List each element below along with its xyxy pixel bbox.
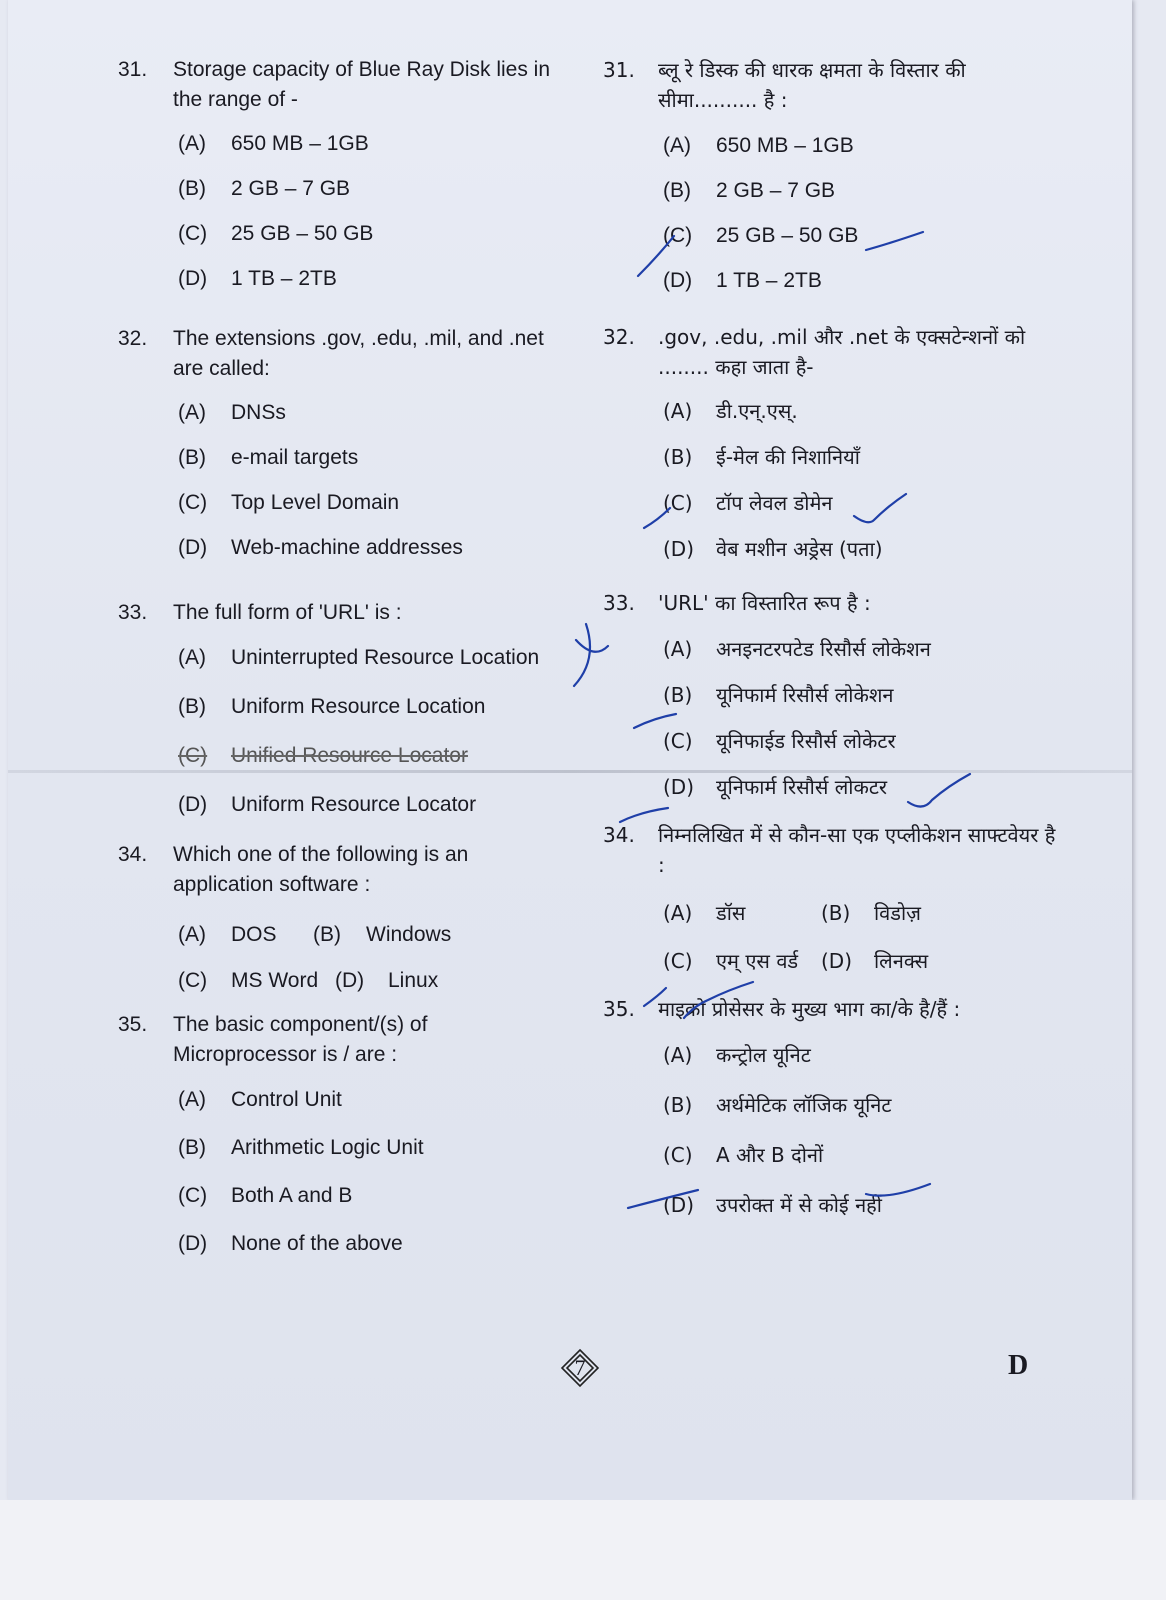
option-b: [603, 680, 1063, 710]
question-35-en: [118, 1010, 568, 1070]
scan-background: [0, 1500, 1166, 1600]
option-c: [603, 726, 1063, 756]
option-label: (D): [821, 949, 853, 973]
option-d: [603, 772, 1063, 802]
question-text: ब्लू रे डिस्क की धारक क्षमता के विस्तार की सीमा.......... है :: [658, 58, 966, 112]
option-text: 650 MB – 1GB: [231, 132, 369, 155]
question-31-en: [118, 55, 568, 115]
question-text: The basic component/(s) of Microprocessor is / are :: [173, 1013, 428, 1066]
option-label: (C): [663, 1143, 693, 1167]
option-b: [603, 176, 1063, 206]
option-d: [118, 264, 568, 294]
option-text: अर्थमेटिक लॉजिक यूनिट: [716, 1093, 892, 1117]
option-b: [118, 692, 568, 722]
question-31-hi: [603, 55, 1063, 115]
option-label: (A): [178, 923, 206, 946]
option-text: 25 GB – 50 GB: [716, 224, 859, 247]
option-b: [603, 442, 1063, 472]
option-label: (A): [663, 399, 693, 423]
option-label: (B): [663, 683, 693, 707]
question-text: निम्नलिखित में से कौन-सा एक एप्लीकेशन साफ्टवेयर है :: [658, 823, 1056, 877]
option-text: Uniform Resource Locator: [231, 793, 477, 816]
option-d: [603, 266, 1063, 296]
option-d: [118, 790, 568, 820]
option-text: अनइनटरपटेड रिसौर्स लोकेशन: [716, 637, 931, 661]
option-row-cd: [118, 966, 568, 996]
question-32-hi: [603, 322, 1063, 382]
question-text: Which one of the following is an application software :: [173, 843, 469, 896]
option-text: Uniform Resource Location: [231, 695, 486, 718]
option-row-ab: [118, 920, 568, 950]
option-c: [603, 1140, 1063, 1170]
option-label: (D): [663, 269, 693, 292]
option-a: [118, 129, 568, 159]
option-text: 2 GB – 7 GB: [716, 179, 836, 202]
option-label: (A): [663, 134, 691, 157]
option-label: (C): [178, 744, 208, 767]
option-label: (B): [178, 695, 206, 718]
question-number: 31.: [603, 58, 635, 82]
option-label: (A): [178, 646, 206, 669]
option-text: यूनिफाईड रिसौर्स लोकेटर: [716, 729, 896, 753]
option-label: (D): [663, 537, 695, 561]
option-label: (B): [663, 445, 693, 469]
option-text: 650 MB – 1GB: [716, 134, 854, 157]
option-label: (C): [178, 969, 208, 992]
question-number: 33.: [118, 601, 148, 624]
question-number: 35.: [118, 1013, 148, 1036]
option-text: None of the above: [231, 1232, 403, 1255]
question-number: 31.: [118, 58, 148, 81]
option-a: [118, 643, 568, 673]
option-text: 2 GB – 7 GB: [231, 177, 351, 200]
question-32-en: [118, 324, 568, 384]
option-text: टॉप लेवल डोमेन: [716, 491, 833, 515]
option-label: (C): [178, 1184, 208, 1207]
option-text: ई-मेल की निशानियाँ: [716, 445, 860, 469]
option-c: [603, 221, 1063, 251]
question-text: .gov, .edu, .mil और .net के एक्सटेन्शनों को ........ कहा जाता है-: [658, 325, 1026, 379]
question-number: 32.: [603, 325, 635, 349]
option-text: MS Word: [231, 969, 319, 992]
option-d: [603, 534, 1063, 564]
option-label: (D): [663, 775, 695, 799]
option-text: उपरोक्त में से कोई नहीं: [716, 1193, 882, 1217]
option-label: (A): [663, 1043, 693, 1067]
option-text: लिनक्स: [874, 949, 929, 973]
option-label: (C): [663, 949, 693, 973]
option-b: [118, 1133, 568, 1163]
option-a: [118, 1085, 568, 1115]
option-label: (D): [178, 267, 208, 290]
question-text: The full form of 'URL' is :: [173, 601, 402, 624]
option-text: 1 TB – 2TB: [231, 267, 337, 290]
hindi-column: [603, 55, 1063, 1220]
option-label: (D): [178, 536, 208, 559]
option-text: Arithmetic Logic Unit: [231, 1136, 424, 1159]
option-label: (D): [178, 793, 208, 816]
option-a: [603, 634, 1063, 664]
option-label: (A): [178, 401, 206, 424]
option-text: वेब मशीन अड्रेस (पता): [716, 537, 883, 561]
question-33-en: [118, 598, 568, 628]
option-label: (A): [178, 132, 206, 155]
option-text: Unified Resource Locator: [231, 744, 468, 767]
option-text: यूनिफार्म रिसौर्स लोकटर: [716, 775, 888, 799]
option-row-cd: [603, 946, 1063, 976]
question-text: 'URL' का विस्तारित रूप है :: [658, 591, 871, 615]
option-label: (D): [663, 1193, 695, 1217]
option-label: (C): [178, 222, 208, 245]
option-text: 1 TB – 2TB: [716, 269, 822, 292]
option-c: [118, 1181, 568, 1211]
option-text: Both A and B: [231, 1184, 353, 1207]
option-text: e-mail targets: [231, 446, 359, 469]
question-number: 32.: [118, 327, 148, 350]
option-d: [118, 533, 568, 563]
option-row-ab: [603, 898, 1063, 928]
option-text: यूनिफार्म रिसौर्स लोकेशन: [716, 683, 894, 707]
option-label: (A): [663, 901, 693, 925]
option-text: A और B दोनों: [716, 1143, 824, 1167]
question-number: 35.: [603, 997, 635, 1021]
set-code: D: [1008, 1350, 1029, 1381]
option-c: [118, 488, 568, 518]
option-label: (C): [663, 729, 693, 753]
option-text: कन्ट्रोल यूनिट: [716, 1043, 811, 1067]
option-text: डी.एन्.एस्.: [716, 399, 798, 423]
option-label: (B): [178, 177, 206, 200]
option-text: Web-machine addresses: [231, 536, 463, 559]
question-text: माइक्रो प्रोसेसर के मुख्य भाग का/के है/हैं :: [658, 997, 961, 1021]
option-label: (D): [178, 1232, 208, 1255]
option-text: Windows: [366, 923, 452, 946]
question-34-en: [118, 840, 568, 900]
page-number: [560, 1348, 600, 1388]
option-label: (A): [178, 1088, 206, 1111]
option-b: [603, 1090, 1063, 1120]
option-text: Linux: [388, 969, 439, 992]
option-d: [118, 1229, 568, 1259]
question-text: Storage capacity of Blue Ray Disk lies in the range of -: [173, 58, 551, 111]
exam-page: [8, 0, 1132, 1500]
option-label: (D): [335, 969, 365, 992]
option-label: (A): [663, 637, 693, 661]
option-text: 25 GB – 50 GB: [231, 222, 374, 245]
option-text: Uninterrupted Resource Location: [231, 646, 540, 669]
page-number-text: 7: [574, 1355, 586, 1380]
question-35-hi: [603, 994, 1063, 1024]
option-label: (B): [313, 923, 341, 946]
question-33-hi: [603, 588, 1063, 618]
option-label: (C): [178, 491, 208, 514]
question-number: 34.: [118, 843, 148, 866]
option-label: (C): [663, 224, 693, 247]
option-d: [603, 1190, 1063, 1220]
option-text: विडोज़: [874, 901, 922, 925]
question-34-hi: [603, 820, 1063, 880]
question-number: 34.: [603, 823, 635, 847]
option-a: [603, 396, 1063, 426]
option-c: [118, 741, 568, 771]
option-c: [603, 488, 1063, 518]
english-column: [118, 55, 568, 1259]
option-a: [603, 131, 1063, 161]
option-text: DNSs: [231, 401, 286, 424]
option-b: [118, 443, 568, 473]
question-text: The extensions .gov, .edu, .mil, and .net are called:: [173, 327, 544, 380]
option-text: एम् एस वर्ड: [716, 949, 799, 973]
option-label: (B): [663, 179, 691, 202]
option-text: Control Unit: [231, 1088, 342, 1111]
option-label: (B): [178, 1136, 206, 1159]
option-a: [603, 1040, 1063, 1070]
question-number: 33.: [603, 591, 635, 615]
option-text: DOS: [231, 923, 277, 946]
option-c: [118, 219, 568, 249]
option-text: Top Level Domain: [231, 491, 400, 514]
option-a: [118, 398, 568, 428]
option-label: (C): [663, 491, 693, 515]
option-text: डॉस: [716, 901, 746, 925]
option-b: [118, 174, 568, 204]
option-label: (B): [821, 901, 851, 925]
option-label: (B): [663, 1093, 693, 1117]
option-label: (B): [178, 446, 206, 469]
